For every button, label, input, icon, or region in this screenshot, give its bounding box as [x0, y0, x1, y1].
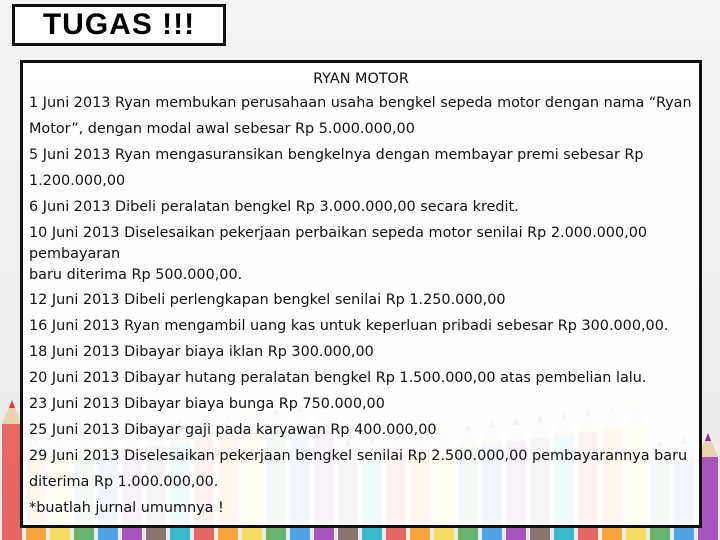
text-line: 6 Juni 2013 Dibeli peralatan bengkel Rp 3.000.000,00 secara kredit.	[29, 198, 519, 215]
text-line: 29 Juni 2013 Diselesaikan pekerjaan bengkel senilai Rp 2.500.000,00 pembayarannya baru	[29, 447, 688, 464]
slide-title: TUGAS !!!	[42, 8, 196, 41]
text-line: diterima Rp 1.000.000,00.	[29, 473, 219, 490]
company-heading: RYAN MOTOR	[313, 71, 409, 87]
text-line: 20 Juni 2013 Dibayar hutang peralatan bengkel Rp 1.500.000,00 atas pembelian lalu.	[29, 370, 647, 387]
text-line: 16 Juni 2013 Ryan mengambil uang kas untuk keperluan pribadi sebesar Rp 300.000,00.	[29, 318, 669, 335]
assignment-panel	[20, 60, 702, 528]
pencil	[2, 400, 22, 540]
text-line: 12 Juni 2013 Dibeli perlengkapan bengkel senilai Rp 1.250.000,00	[29, 292, 506, 309]
text-line: *buatlah jurnal umumnya !	[29, 499, 224, 516]
text-line: 5 Juni 2013 Ryan mengasuransikan bengkelnya dengan membayar premi sebesar Rp	[29, 146, 644, 163]
slide-title-box	[12, 4, 226, 46]
text-line: 18 Juni 2013 Dibayar biaya iklan Rp 300.000,00	[29, 344, 374, 361]
text-line: 1 Juni 2013 Ryan membukan perusahaan usaha bengkel sepeda motor dengan nama “Ryan	[29, 95, 692, 111]
text-line: baru diterima Rp 500.000,00.	[29, 266, 243, 283]
text-line: 1.200.000,00	[29, 172, 126, 189]
text-line: 25 Juni 2013 Dibayar gaji pada karyawan Rp 400.000,00	[29, 421, 437, 438]
text-line: Motor”, dengan modal awal sebesar Rp 5.000.000,00	[29, 120, 415, 137]
text-line: 10 Juni 2013 Diselesaikan pekerjaan perbaikan sepeda motor senilai Rp 2.000.000,00	[29, 224, 648, 241]
text-line: 23 Juni 2013 Dibayar biaya bunga Rp 750.000,00	[29, 396, 385, 413]
text-line: pembayaran	[29, 245, 121, 262]
